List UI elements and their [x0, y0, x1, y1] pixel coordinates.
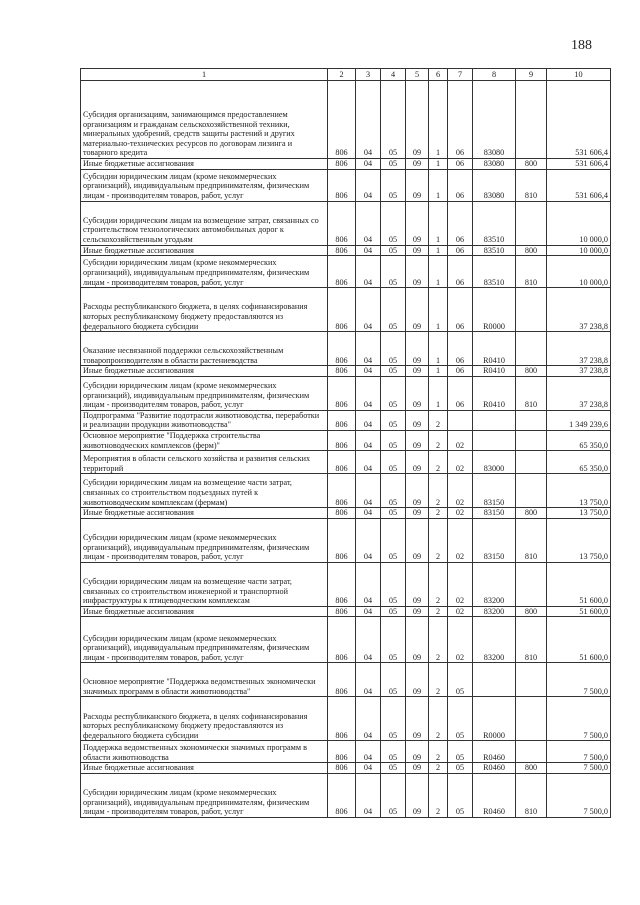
code-event: 06	[448, 366, 473, 377]
code-subprogram: 1	[429, 81, 448, 159]
code-event: 02	[448, 474, 473, 508]
code-event: 06	[448, 332, 473, 366]
code-expense-type: 800	[516, 508, 547, 519]
code-expense-type	[516, 81, 547, 159]
column-header-2: 2	[328, 69, 356, 81]
amount: 65 350,0	[547, 451, 611, 474]
code-subprogram: 2	[429, 451, 448, 474]
code-expense-type: 810	[516, 617, 547, 663]
row-name: Иные бюджетные ассигнования	[81, 159, 328, 170]
row-name: Подпрограмма "Развитие подотрасли животноводства, переработки и реализации продукции животноводства"	[81, 410, 328, 430]
code-program: 09	[406, 741, 429, 763]
code-expense-type	[516, 430, 547, 450]
amount: 531 606,4	[547, 159, 611, 170]
code-expense-type	[516, 201, 547, 245]
code-direction	[473, 410, 516, 430]
code-direction: 83150	[473, 508, 516, 519]
code-subprogram: 1	[429, 169, 448, 201]
amount: 531 606,4	[547, 81, 611, 159]
code-subprogram: 1	[429, 159, 448, 170]
code-event: 02	[448, 430, 473, 450]
code-admin: 806	[328, 773, 356, 817]
table-body	[81, 81, 611, 818]
code-section: 04	[356, 763, 381, 774]
code-program: 09	[406, 474, 429, 508]
code-subsection: 05	[381, 617, 406, 663]
amount: 37 238,8	[547, 332, 611, 366]
table-row	[81, 81, 611, 159]
code-program: 09	[406, 288, 429, 332]
code-subprogram: 1	[429, 376, 448, 410]
code-subprogram: 1	[429, 201, 448, 245]
code-expense-type	[516, 697, 547, 741]
code-direction: 83200	[473, 606, 516, 617]
code-section: 04	[356, 697, 381, 741]
code-subsection: 05	[381, 741, 406, 763]
code-subprogram: 2	[429, 606, 448, 617]
table-row	[81, 169, 611, 201]
code-direction	[473, 430, 516, 450]
code-admin: 806	[328, 256, 356, 288]
column-header-4: 4	[381, 69, 406, 81]
code-subsection: 05	[381, 606, 406, 617]
code-subprogram: 1	[429, 332, 448, 366]
code-subsection: 05	[381, 366, 406, 377]
code-subsection: 05	[381, 474, 406, 508]
code-subsection: 05	[381, 451, 406, 474]
code-section: 04	[356, 256, 381, 288]
code-subsection: 05	[381, 256, 406, 288]
code-section: 04	[356, 81, 381, 159]
code-expense-type	[516, 288, 547, 332]
code-subprogram: 2	[429, 508, 448, 519]
code-event: 06	[448, 288, 473, 332]
column-header-8: 8	[473, 69, 516, 81]
column-header-6: 6	[429, 69, 448, 81]
code-direction: R0460	[473, 773, 516, 817]
code-program: 09	[406, 376, 429, 410]
code-section: 04	[356, 245, 381, 256]
code-subsection: 05	[381, 81, 406, 159]
code-program: 09	[406, 410, 429, 430]
code-direction: 83080	[473, 81, 516, 159]
code-direction: 83000	[473, 451, 516, 474]
code-admin: 806	[328, 697, 356, 741]
code-admin: 806	[328, 518, 356, 562]
code-subsection: 05	[381, 288, 406, 332]
budget-table	[80, 68, 611, 818]
table-row	[81, 451, 611, 474]
code-expense-type	[516, 663, 547, 697]
code-subsection: 05	[381, 201, 406, 245]
code-subprogram: 2	[429, 741, 448, 763]
row-name: Иные бюджетные ассигнования	[81, 366, 328, 377]
code-section: 04	[356, 169, 381, 201]
code-section: 04	[356, 430, 381, 450]
code-program: 09	[406, 366, 429, 377]
code-direction: 83080	[473, 169, 516, 201]
row-name: Иные бюджетные ассигнования	[81, 763, 328, 774]
amount: 10 000,0	[547, 201, 611, 245]
row-name: Расходы республиканского бюджета, в целях софинансирования которых республиканскому бюджету предоставляются из федерального бюджета субсидии	[81, 697, 328, 741]
code-subsection: 05	[381, 663, 406, 697]
page-number: 188	[571, 38, 592, 53]
code-direction: 83510	[473, 256, 516, 288]
code-subsection: 05	[381, 773, 406, 817]
row-name: Субсидии юридическим лицам (кроме некоммерческих организаций), индивидуальным предпринимателям, физическим лицам - производителям товаров, работ, услуг	[81, 518, 328, 562]
amount: 7 500,0	[547, 763, 611, 774]
table-row	[81, 518, 611, 562]
amount: 37 238,8	[547, 366, 611, 377]
column-header-7: 7	[448, 69, 473, 81]
code-program: 09	[406, 451, 429, 474]
table-row	[81, 474, 611, 508]
table-row	[81, 773, 611, 817]
code-section: 04	[356, 617, 381, 663]
table-row	[81, 606, 611, 617]
table-row	[81, 617, 611, 663]
code-subsection: 05	[381, 430, 406, 450]
code-subsection: 05	[381, 245, 406, 256]
amount: 13 750,0	[547, 474, 611, 508]
code-program: 09	[406, 159, 429, 170]
code-admin: 806	[328, 663, 356, 697]
code-section: 04	[356, 366, 381, 377]
row-name: Субсидии юридическим лицам на возмещение части затрат, связанных со строительством инженерной и транспортной инфраструктуры к птицеводческим комплексам	[81, 562, 328, 606]
table-row	[81, 663, 611, 697]
code-expense-type	[516, 410, 547, 430]
code-direction: R0410	[473, 332, 516, 366]
code-event: 05	[448, 773, 473, 817]
code-expense-type: 810	[516, 773, 547, 817]
column-header-5: 5	[406, 69, 429, 81]
column-header-1: 1	[81, 69, 328, 81]
code-program: 09	[406, 617, 429, 663]
code-subsection: 05	[381, 376, 406, 410]
column-header-10: 10	[547, 69, 611, 81]
code-admin: 806	[328, 741, 356, 763]
code-program: 09	[406, 245, 429, 256]
amount: 7 500,0	[547, 697, 611, 741]
table-row	[81, 763, 611, 774]
row-name: Иные бюджетные ассигнования	[81, 245, 328, 256]
code-direction	[473, 663, 516, 697]
table-row	[81, 376, 611, 410]
code-expense-type: 800	[516, 763, 547, 774]
code-subsection: 05	[381, 169, 406, 201]
code-expense-type	[516, 451, 547, 474]
row-name: Субсидии юридическим лицам (кроме некоммерческих организаций), индивидуальным предпринимателям, физическим лицам - производителям товаров, работ, услуг	[81, 256, 328, 288]
amount: 7 500,0	[547, 773, 611, 817]
row-name: Иные бюджетные ассигнования	[81, 508, 328, 519]
code-direction: 83150	[473, 518, 516, 562]
code-direction: 83080	[473, 159, 516, 170]
table-row	[81, 741, 611, 763]
code-subprogram: 2	[429, 697, 448, 741]
amount: 10 000,0	[547, 245, 611, 256]
table-row	[81, 256, 611, 288]
code-section: 04	[356, 332, 381, 366]
code-event: 06	[448, 201, 473, 245]
table-row	[81, 245, 611, 256]
code-direction: 83150	[473, 474, 516, 508]
code-event: 02	[448, 617, 473, 663]
code-program: 09	[406, 169, 429, 201]
code-direction: R0000	[473, 288, 516, 332]
code-admin: 806	[328, 508, 356, 519]
code-section: 04	[356, 451, 381, 474]
code-subsection: 05	[381, 332, 406, 366]
code-program: 09	[406, 256, 429, 288]
code-event: 02	[448, 562, 473, 606]
code-event: 02	[448, 508, 473, 519]
code-section: 04	[356, 518, 381, 562]
code-admin: 806	[328, 366, 356, 377]
code-admin: 806	[328, 332, 356, 366]
row-name: Субсидии юридическим лицам (кроме некоммерческих организаций), индивидуальным предпринимателям, физическим лицам - производителям товаров, работ, услуг	[81, 773, 328, 817]
code-program: 09	[406, 697, 429, 741]
code-admin: 806	[328, 201, 356, 245]
code-subsection: 05	[381, 562, 406, 606]
amount: 7 500,0	[547, 741, 611, 763]
amount: 51 600,0	[547, 617, 611, 663]
code-admin: 806	[328, 606, 356, 617]
code-subprogram: 2	[429, 430, 448, 450]
code-program: 09	[406, 332, 429, 366]
code-admin: 806	[328, 562, 356, 606]
code-event: 06	[448, 81, 473, 159]
code-section: 04	[356, 410, 381, 430]
row-name: Субсидии юридическим лицам (кроме некоммерческих организаций), индивидуальным предпринимателям, физическим лицам - производителям товаров, работ, услуг	[81, 376, 328, 410]
amount: 7 500,0	[547, 663, 611, 697]
code-event: 05	[448, 763, 473, 774]
code-section: 04	[356, 508, 381, 519]
code-admin: 806	[328, 430, 356, 450]
code-section: 04	[356, 741, 381, 763]
code-direction: 83200	[473, 617, 516, 663]
code-admin: 806	[328, 763, 356, 774]
code-section: 04	[356, 159, 381, 170]
code-program: 09	[406, 518, 429, 562]
code-admin: 806	[328, 410, 356, 430]
header-row	[81, 69, 611, 81]
table-row	[81, 332, 611, 366]
code-subprogram: 2	[429, 763, 448, 774]
code-direction: R0000	[473, 697, 516, 741]
table-row	[81, 697, 611, 741]
code-admin: 806	[328, 288, 356, 332]
code-program: 09	[406, 508, 429, 519]
row-name: Основное мероприятие "Поддержка ведомственных экономически значимых программ в области животноводства"	[81, 663, 328, 697]
code-event: 06	[448, 256, 473, 288]
code-section: 04	[356, 376, 381, 410]
code-expense-type	[516, 474, 547, 508]
amount: 531 606,4	[547, 169, 611, 201]
code-admin: 806	[328, 159, 356, 170]
code-event: 06	[448, 159, 473, 170]
column-header-9: 9	[516, 69, 547, 81]
code-direction: 83510	[473, 201, 516, 245]
code-expense-type	[516, 562, 547, 606]
code-admin: 806	[328, 451, 356, 474]
code-program: 09	[406, 430, 429, 450]
amount: 13 750,0	[547, 518, 611, 562]
code-program: 09	[406, 773, 429, 817]
code-section: 04	[356, 288, 381, 332]
code-event: 02	[448, 518, 473, 562]
amount: 51 600,0	[547, 606, 611, 617]
code-direction: 83200	[473, 562, 516, 606]
code-direction: R0410	[473, 376, 516, 410]
code-program: 09	[406, 201, 429, 245]
code-subprogram: 2	[429, 617, 448, 663]
amount: 51 600,0	[547, 562, 611, 606]
code-subprogram: 1	[429, 256, 448, 288]
code-expense-type: 800	[516, 606, 547, 617]
code-subprogram: 2	[429, 518, 448, 562]
code-subprogram: 1	[429, 288, 448, 332]
table-row	[81, 288, 611, 332]
row-name: Иные бюджетные ассигнования	[81, 606, 328, 617]
code-subprogram: 2	[429, 562, 448, 606]
code-expense-type	[516, 332, 547, 366]
code-subsection: 05	[381, 763, 406, 774]
row-name: Поддержка ведомственных экономически значимых программ в области животноводства	[81, 741, 328, 763]
table-row	[81, 159, 611, 170]
code-admin: 806	[328, 617, 356, 663]
code-admin: 806	[328, 245, 356, 256]
table-row	[81, 201, 611, 245]
amount: 1 349 239,6	[547, 410, 611, 430]
code-event: 05	[448, 697, 473, 741]
amount: 10 000,0	[547, 256, 611, 288]
code-expense-type	[516, 741, 547, 763]
code-event: 05	[448, 741, 473, 763]
amount: 37 238,8	[547, 376, 611, 410]
code-event: 06	[448, 376, 473, 410]
code-section: 04	[356, 562, 381, 606]
code-subprogram: 2	[429, 474, 448, 508]
code-event: 06	[448, 245, 473, 256]
code-direction: R0410	[473, 366, 516, 377]
table-row	[81, 430, 611, 450]
code-section: 04	[356, 201, 381, 245]
column-header-3: 3	[356, 69, 381, 81]
code-admin: 806	[328, 474, 356, 508]
code-event: 02	[448, 606, 473, 617]
code-program: 09	[406, 663, 429, 697]
code-admin: 806	[328, 169, 356, 201]
code-event	[448, 410, 473, 430]
code-expense-type: 800	[516, 366, 547, 377]
code-subprogram: 2	[429, 410, 448, 430]
table-row	[81, 366, 611, 377]
code-expense-type: 810	[516, 376, 547, 410]
code-expense-type: 800	[516, 245, 547, 256]
table-row	[81, 562, 611, 606]
code-subsection: 05	[381, 410, 406, 430]
amount: 13 750,0	[547, 508, 611, 519]
table-row	[81, 410, 611, 430]
code-subprogram: 1	[429, 366, 448, 377]
row-name: Расходы республиканского бюджета, в целях софинансирования которых республиканскому бюджету предоставляются из федерального бюджета субсидии	[81, 288, 328, 332]
code-expense-type: 810	[516, 518, 547, 562]
row-name: Субсидия организациям, занимающимся предоставлением организациям и гражданам сельскохозяйственной техники, минеральных удобрений, средств защиты растений и других материально-технических ресурсов по договорам лизинга и товарного кредита	[81, 81, 328, 159]
code-subsection: 05	[381, 518, 406, 562]
code-direction: 83510	[473, 245, 516, 256]
code-direction: R0460	[473, 741, 516, 763]
code-subprogram: 2	[429, 773, 448, 817]
code-program: 09	[406, 562, 429, 606]
code-event: 05	[448, 663, 473, 697]
code-program: 09	[406, 763, 429, 774]
code-admin: 806	[328, 376, 356, 410]
code-section: 04	[356, 606, 381, 617]
row-name: Субсидии юридическим лицам (кроме некоммерческих организаций), индивидуальным предпринимателям, физическим лицам - производителям товаров, работ, услуг	[81, 169, 328, 201]
code-program: 09	[406, 606, 429, 617]
code-event: 02	[448, 451, 473, 474]
code-subsection: 05	[381, 697, 406, 741]
row-name: Субсидии юридическим лицам (кроме некоммерческих организаций), индивидуальным предпринимателям, физическим лицам - производителям товаров, работ, услуг	[81, 617, 328, 663]
amount: 65 350,0	[547, 430, 611, 450]
code-admin: 806	[328, 81, 356, 159]
code-subsection: 05	[381, 159, 406, 170]
code-section: 04	[356, 663, 381, 697]
code-direction: R0460	[473, 763, 516, 774]
code-program: 09	[406, 81, 429, 159]
row-name: Основное мероприятие "Поддержка строительства животноводческих комплексов (ферм)"	[81, 430, 328, 450]
code-expense-type: 810	[516, 256, 547, 288]
code-subsection: 05	[381, 508, 406, 519]
table-row	[81, 508, 611, 519]
row-name: Мероприятия в области сельского хозяйства и развития сельских территорий	[81, 451, 328, 474]
row-name: Субсидии юридическим лицам на возмещение затрат, связанных со строительством технологических автомобильных дорог к сельскохозяйственным угодьям	[81, 201, 328, 245]
code-expense-type: 810	[516, 169, 547, 201]
amount: 37 238,8	[547, 288, 611, 332]
code-subprogram: 1	[429, 245, 448, 256]
code-event: 06	[448, 169, 473, 201]
row-name: Субсидии юридическим лицам на возмещение части затрат, связанных со строительством подъездных путей к животноводческим комплексам (фермам)	[81, 474, 328, 508]
code-expense-type: 800	[516, 159, 547, 170]
code-section: 04	[356, 474, 381, 508]
code-subprogram: 2	[429, 663, 448, 697]
code-section: 04	[356, 773, 381, 817]
row-name: Оказание несвязанной поддержки сельскохозяйственным товаропроизводителям в области растениеводства	[81, 332, 328, 366]
